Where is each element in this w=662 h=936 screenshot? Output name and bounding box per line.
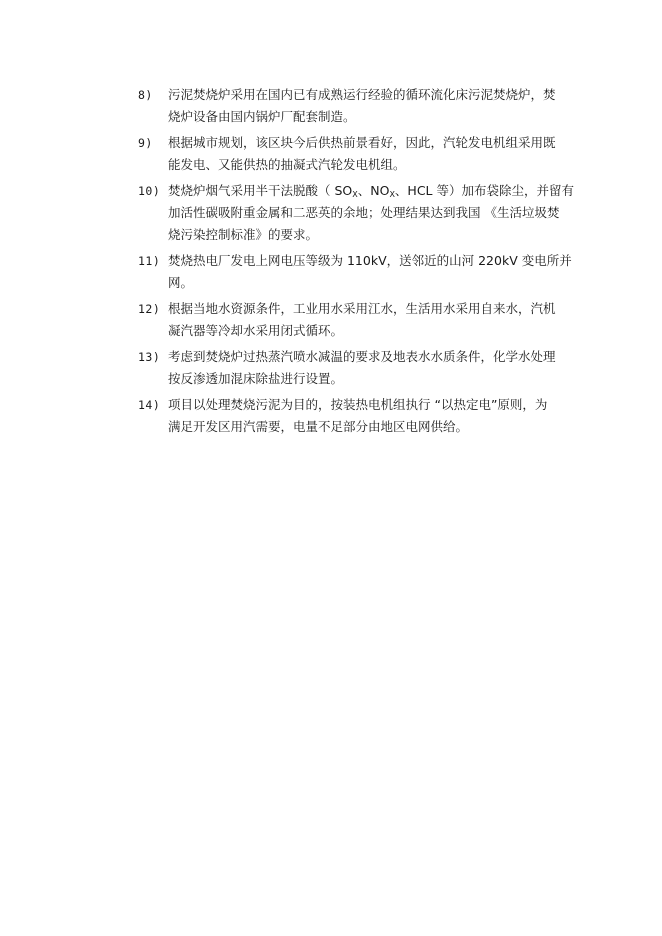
item-text-line: 满足开发区用汽需要，电量不足部分由地区电网供给。 bbox=[168, 419, 469, 434]
text-fragment: 、HCL 等）加布袋除尘，并留有 bbox=[394, 183, 574, 198]
item-text-line: 烧炉设备由国内锅炉厂配套制造。 bbox=[168, 109, 356, 124]
item-number: 14) bbox=[138, 398, 161, 412]
item-number: 12) bbox=[138, 302, 161, 316]
item-text-line: 考虑到焚烧炉过热蒸汽喷水减温的要求及地表水水质条件，化学水处理 bbox=[168, 349, 556, 364]
item-number: 10) bbox=[138, 184, 161, 198]
item-number: 11) bbox=[138, 254, 161, 268]
item-number: 13) bbox=[138, 350, 161, 364]
item-text-line: 凝汽器等冷却水采用闭式循环。 bbox=[168, 323, 344, 338]
item-text-line: 根据当地水资源条件，工业用水采用江水，生活用水采用自来水，汽机 bbox=[168, 301, 556, 316]
item-text-line: 加活性碳吸附重金属和二恶英的余地；处理结果达到我国 《生活垃圾焚 bbox=[168, 205, 560, 220]
item-text-line bbox=[168, 180, 588, 202]
item-number: 9) bbox=[138, 136, 153, 150]
list-item bbox=[138, 298, 588, 342]
item-number: 8) bbox=[138, 88, 153, 102]
list-item bbox=[138, 132, 588, 176]
item-text-line: 项目以处理焚烧污泥为目的，按装热电机组执行 “以热定电”原则，为 bbox=[168, 397, 548, 412]
item-text-line: 网。 bbox=[168, 275, 194, 290]
item-text-line: 按反渗透加混床除盐进行设置。 bbox=[168, 371, 344, 386]
text-fragment: 、NO bbox=[357, 183, 390, 198]
list-item bbox=[138, 394, 588, 438]
list-item bbox=[138, 84, 588, 128]
item-text-line: 污泥焚烧炉采用在国内已有成熟运行经验的循环流化床污泥焚烧炉，焚 bbox=[168, 87, 556, 102]
item-text-line: 烧污染控制标准》的要求。 bbox=[168, 227, 319, 242]
item-text-line: 根据城市规划，该区块今后供热前景看好，因此，汽轮发电机组采用既 bbox=[168, 135, 556, 150]
numbered-list bbox=[138, 84, 588, 442]
subscript-x: X bbox=[389, 190, 395, 199]
subscript-x: X bbox=[352, 190, 358, 199]
list-item bbox=[138, 180, 588, 246]
list-item bbox=[138, 250, 588, 294]
text-fragment: 焚烧炉烟气采用半干法脱酸（ SO bbox=[168, 183, 353, 198]
list-item bbox=[138, 346, 588, 390]
item-text-line: 能发电、又能供热的抽凝式汽轮发电机组。 bbox=[168, 157, 406, 172]
item-text-line: 焚烧热电厂发电上网电压等级为 110kV，送邻近的山河 220kV 变电所并 bbox=[168, 253, 572, 268]
